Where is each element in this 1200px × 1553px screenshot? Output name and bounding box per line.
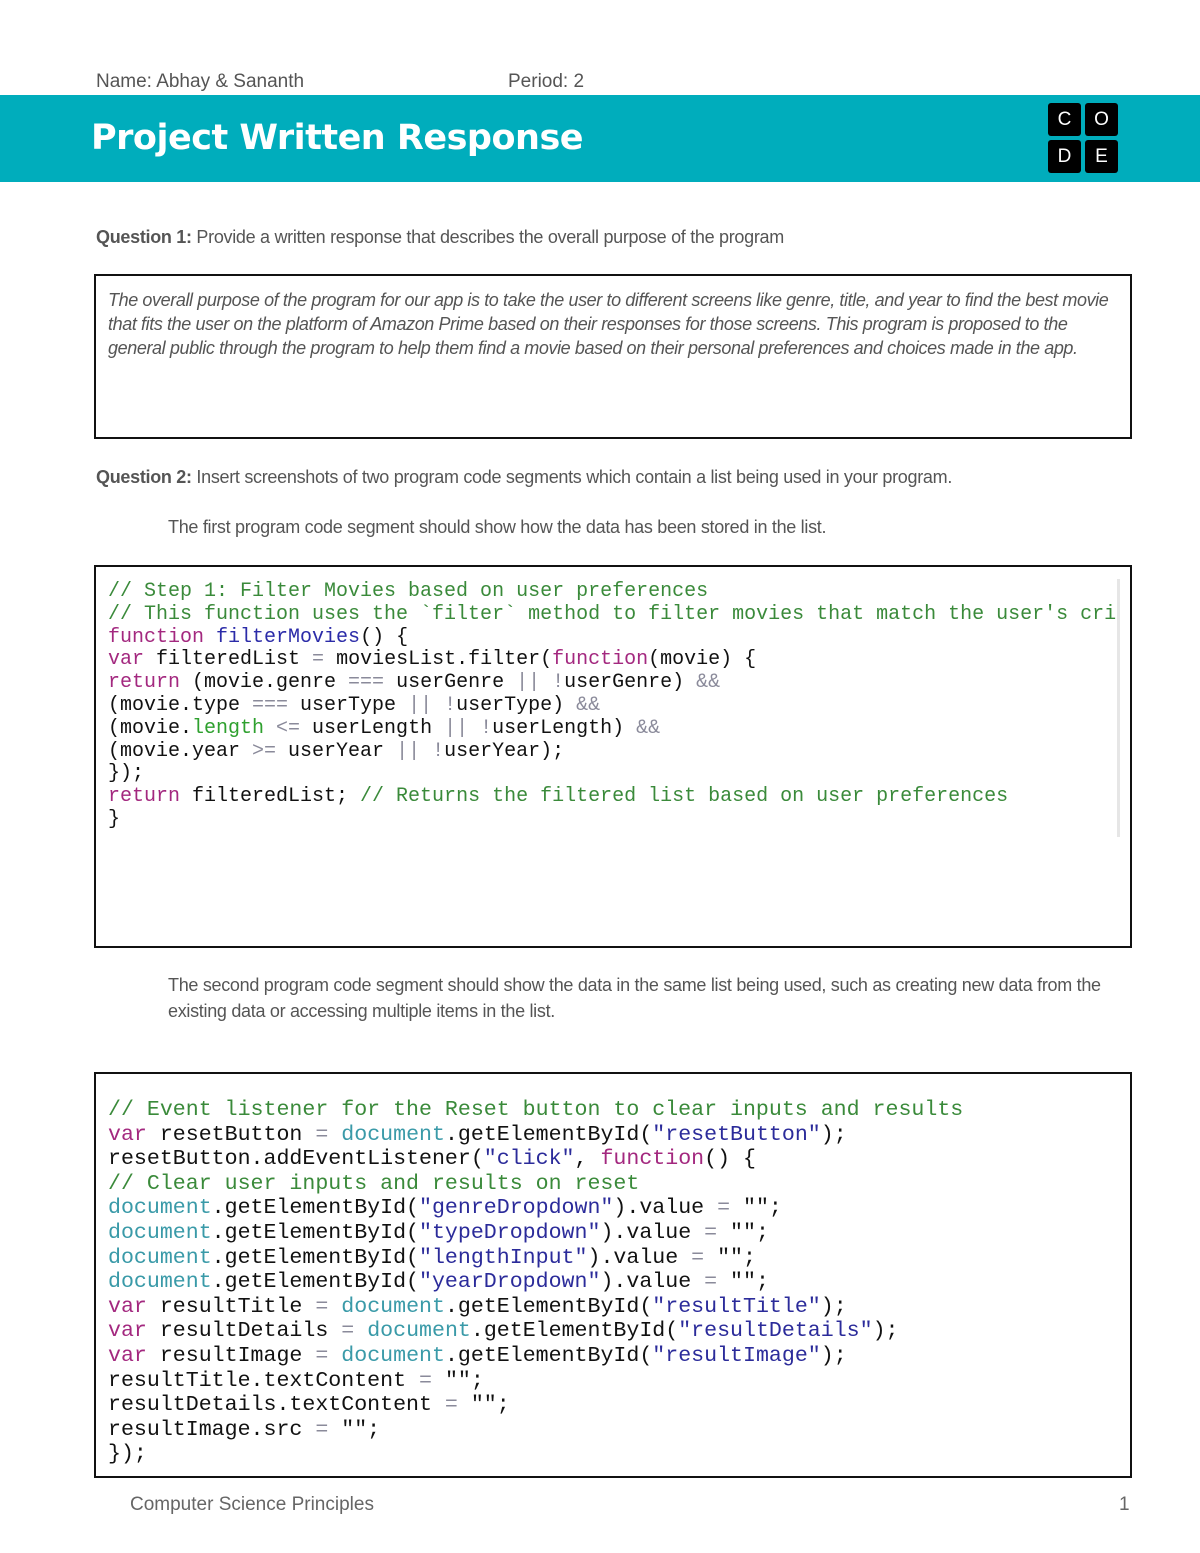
code-token-str: "genreDropdown": [419, 1196, 614, 1221]
code-token-op: &&: [696, 671, 721, 695]
code-token-op: =: [704, 1270, 731, 1295]
code-token-str: "resultImage": [652, 1343, 821, 1368]
code-token-plain: .getElementById(: [211, 1196, 420, 1221]
code-token-op: =: [315, 1417, 342, 1442]
answer-text: The overall purpose of the program for our app is to take the user to different screens like genre, title, and year to find the best movie that fits the user on the platform of Amazon Prime based on their responses for those screens. This program is proposed to the general public through the program to help them find a movie based on their personal preferences and choices made in the app.: [108, 290, 1109, 358]
footer-course: Computer Science Principles: [130, 1494, 374, 1515]
code-token-plain: }: [108, 807, 121, 831]
code-token-plain: resultTitle: [159, 1294, 316, 1319]
code-token-plain: "";: [470, 1393, 510, 1418]
code-block-2: [96, 1074, 1130, 1467]
code-token-comment: // Step 1: Filter Movies based on user preferences: [108, 580, 709, 603]
question-1: [96, 227, 784, 248]
code-token-plain: .getElementById(: [444, 1343, 653, 1368]
code-token-doc: document: [108, 1196, 212, 1221]
code-line: [108, 1147, 1118, 1172]
code-line: [108, 718, 1118, 741]
code-line: [108, 763, 1118, 786]
code-token-plain: .getElementById(: [444, 1294, 653, 1319]
code-token-comment: // This function uses the `filter` method to filter movies that match the user's cri: [108, 602, 1117, 626]
question-text: Provide a written response that describes the overall purpose of the program: [191, 227, 784, 247]
code-token-plain: .getElementById(: [211, 1270, 420, 1295]
code-token-plain: .getElementById(: [444, 1122, 653, 1147]
logo-letter: D: [1048, 140, 1081, 173]
code-token-plain: (movie.: [108, 716, 193, 740]
code-token-plain: );: [820, 1294, 847, 1319]
code-line: [108, 1369, 1118, 1394]
code-token-op: =: [315, 1343, 342, 1368]
code-token-kw: var: [108, 1122, 160, 1147]
code-token-plain: () {: [704, 1147, 756, 1172]
code-token-plain: userType: [300, 693, 409, 717]
code-line: [108, 1196, 1118, 1221]
code-token-plain: resetButton: [159, 1122, 316, 1147]
code-token-str: "resultTitle": [652, 1294, 821, 1319]
code-token-plain: );: [820, 1343, 847, 1368]
code-token-plain: (movie.type: [108, 693, 253, 717]
code-line: [108, 1270, 1118, 1295]
code-token-op: || !: [444, 716, 493, 740]
code-token-plain: moviesList.filter(: [336, 648, 553, 672]
code-token-plain: userGenre): [564, 671, 697, 695]
code-token-plain: resultDetails.textContent: [108, 1393, 445, 1418]
code-token-plain: );: [872, 1319, 899, 1344]
code-token-plain: ).value: [600, 1270, 705, 1295]
code-token-kw: var: [108, 1294, 160, 1319]
code-token-plain: "";: [730, 1270, 769, 1295]
code-token-kw: var: [108, 1343, 160, 1368]
code-token-op: ===: [252, 693, 301, 717]
code-token-doc: document: [341, 1294, 445, 1319]
code-line: [108, 1123, 1118, 1148]
code-segment-2: [94, 1072, 1132, 1478]
code-line: [108, 649, 1118, 672]
code-line: [108, 1246, 1118, 1271]
question-label: Question 1:: [96, 227, 192, 247]
code-line: [108, 604, 1118, 627]
code-token-plain: resultTitle.textContent: [108, 1368, 420, 1393]
code-token-op: =: [315, 1294, 342, 1319]
code-token-op: &&: [576, 693, 601, 717]
code-block-1: [96, 567, 1130, 832]
code-line: [108, 1221, 1118, 1246]
code-token-plain: "";: [444, 1368, 484, 1393]
code-line: [108, 1344, 1118, 1369]
code-token-op: =: [704, 1220, 731, 1245]
code-token-str: "click": [483, 1147, 575, 1172]
code-token-op: =: [341, 1319, 368, 1344]
code-token-str: "typeDropdown": [419, 1220, 601, 1245]
code-token-doc: document: [341, 1122, 445, 1147]
question-label: Question 2:: [96, 467, 192, 487]
code-token-op: =: [419, 1368, 445, 1393]
code-token-plain: "";: [341, 1417, 381, 1442]
code-token-plain: "";: [743, 1196, 782, 1221]
code-token-plain: userGenre: [396, 671, 517, 695]
code-token-kw: function: [552, 648, 649, 672]
code-line: [108, 809, 1118, 832]
code-token-comment: // Clear user inputs and results on reset: [108, 1171, 640, 1196]
code-token-op: =: [691, 1245, 718, 1270]
code-token-plain: resultImage.src: [108, 1417, 316, 1442]
code-token-kw: return: [108, 785, 193, 809]
code-token-kw: function: [108, 625, 217, 649]
code-line: [108, 1098, 1118, 1123]
code-token-str: "lengthInput": [419, 1245, 588, 1270]
code-token-doc: document: [108, 1220, 212, 1245]
period: Period: 2: [508, 71, 585, 92]
answer-box-1[interactable]: [94, 274, 1132, 439]
code-token-plain: filteredList;: [192, 785, 361, 809]
code-token-fn: filterMovies: [216, 625, 361, 649]
code-token-plain: "";: [730, 1220, 769, 1245]
code-token-op: ===: [348, 671, 397, 695]
code-token-plain: ).value: [613, 1196, 718, 1221]
code-token-plain: .getElementById(: [211, 1245, 420, 1270]
logo-letter: O: [1085, 103, 1118, 136]
code-token-plain: userYear: [288, 739, 397, 763]
code-line: [108, 1418, 1118, 1443]
code-line: [108, 1172, 1118, 1197]
code-token-plain: userType): [456, 693, 577, 717]
code-token-op: =: [315, 1122, 342, 1147]
code-token-str: "yearDropdown": [419, 1270, 601, 1295]
code-token-plain: () {: [360, 625, 409, 649]
code-token-plain: (movie) {: [648, 648, 757, 672]
code-token-plain: });: [108, 762, 145, 786]
code-token-plain: "";: [717, 1245, 756, 1270]
code-token-doc: document: [367, 1319, 471, 1344]
code-token-str: "resultDetails": [678, 1319, 873, 1344]
code-token-plain: });: [108, 1442, 147, 1467]
question-2: [96, 467, 952, 488]
code-org-logo: [1048, 103, 1120, 173]
code-token-kw: return: [108, 671, 193, 695]
code-line: [108, 695, 1118, 718]
code-token-plain: (movie.genre: [192, 671, 349, 695]
code-token-plain: (movie.year: [108, 739, 253, 763]
code-token-plain: );: [820, 1122, 847, 1147]
code-token-prop: length: [192, 716, 277, 740]
first-instruction: The first program code segment should show how the data has been stored in the list.: [168, 517, 827, 537]
code-token-plain: ).value: [600, 1220, 705, 1245]
code-token-plain: userLength): [492, 716, 637, 740]
code-token-op: =: [312, 648, 337, 672]
code-token-kw: var: [108, 1319, 160, 1344]
question-text: Insert screenshots of two program code segments which contain a list being used in your program.: [191, 467, 953, 487]
second-instruction: The second program code segment should show the data in the same list being used, such as creating new data from the existing data or accessing multiple items in the list.: [168, 975, 1101, 1021]
code-token-op: &&: [636, 716, 661, 740]
code-token-plain: resultImage: [159, 1343, 316, 1368]
code-token-plain: resultDetails: [159, 1319, 342, 1344]
code-token-comment: // Event listener for the Reset button to clear inputs and results: [108, 1098, 964, 1122]
code-line: [108, 1319, 1118, 1344]
code-token-kw: function: [600, 1147, 705, 1172]
code-line: [108, 581, 1118, 604]
code-token-doc: document: [108, 1245, 212, 1270]
code-segment-1: [94, 565, 1132, 948]
code-token-str: "resetButton": [652, 1122, 821, 1147]
code-token-doc: document: [341, 1343, 445, 1368]
code-token-plain: ,: [574, 1147, 601, 1172]
page-number: 1: [1119, 1494, 1130, 1515]
code-token-comment: // Returns the filtered list based on user preferences: [360, 785, 1009, 809]
code-token-plain: .getElementById(: [211, 1220, 420, 1245]
code-token-kw: var: [108, 648, 157, 672]
code-line: [108, 1442, 1118, 1467]
logo-letter: E: [1085, 140, 1118, 173]
code-token-op: =: [717, 1196, 743, 1221]
code-line: [108, 1393, 1118, 1418]
student-name: Name: Abhay & Sananth: [96, 71, 305, 92]
code-token-plain: .getElementById(: [470, 1319, 679, 1344]
code-line: [108, 627, 1118, 650]
code-line: [108, 786, 1118, 809]
code-line: [108, 741, 1118, 764]
code-line: [108, 1295, 1118, 1320]
scrollbar[interactable]: [1117, 579, 1120, 837]
code-token-doc: document: [108, 1270, 212, 1295]
code-token-plain: ).value: [587, 1245, 692, 1270]
code-token-op: || !: [516, 671, 565, 695]
code-token-plain: userYear);: [444, 739, 565, 763]
code-line: [108, 672, 1118, 695]
code-token-plain: resetButton.addEventListener(: [108, 1147, 484, 1172]
code-token-op: <=: [276, 716, 313, 740]
page-title: Project Written Response: [91, 118, 584, 158]
code-token-op: || !: [396, 739, 445, 763]
code-token-op: || !: [408, 693, 457, 717]
code-token-plain: userLength: [312, 716, 445, 740]
code-token-op: =: [444, 1393, 471, 1418]
logo-letter: C: [1048, 103, 1081, 136]
code-token-plain: filteredList: [156, 648, 313, 672]
code-token-op: >=: [252, 739, 289, 763]
